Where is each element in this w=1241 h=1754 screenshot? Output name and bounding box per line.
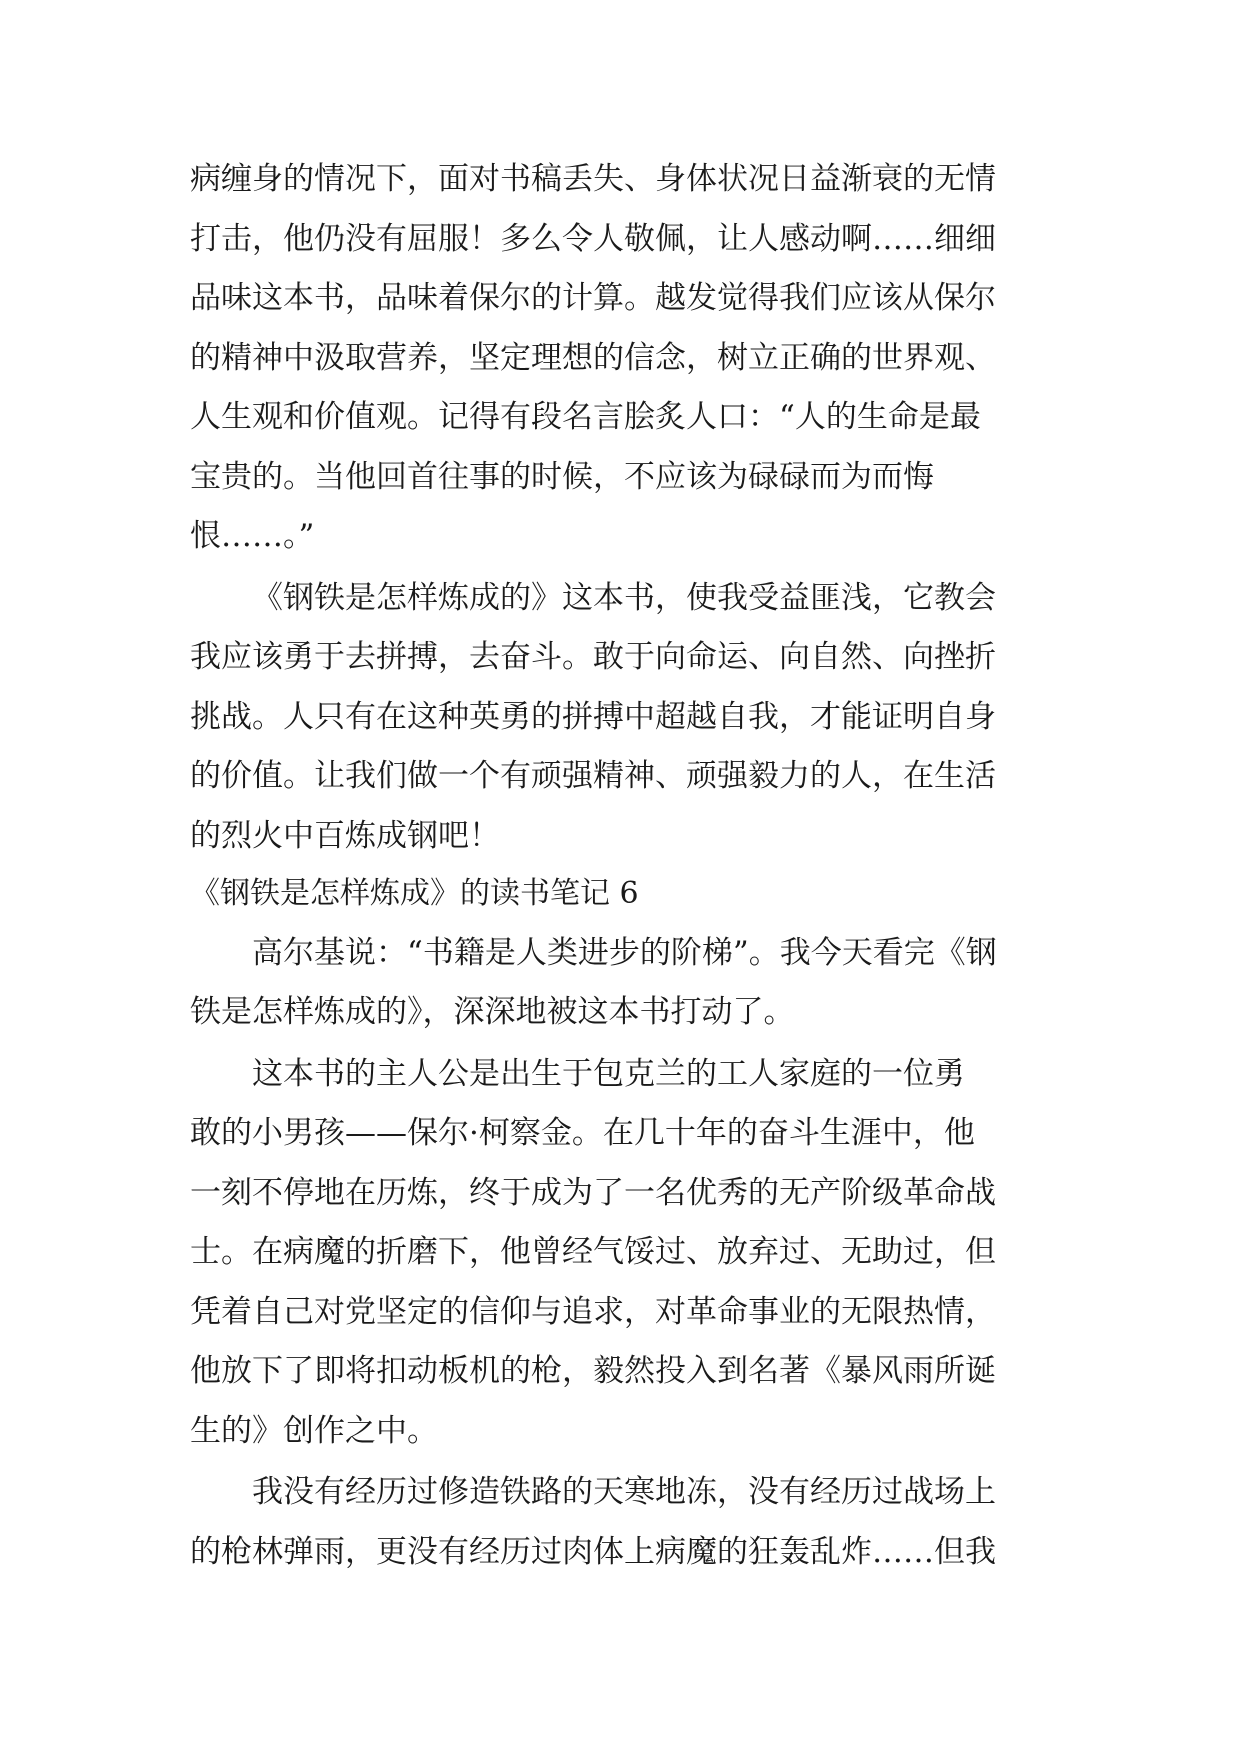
paragraph-line: 的精神中汲取营养，坚定理想的信念，树立正确的世界观、	[190, 340, 996, 376]
paragraph-line: 的价值。让我们做一个有顽强精神、顽强毅力的人，在生活	[190, 758, 996, 794]
paragraph-line: 病缠身的情况下，面对书稿丢失、身体状况日益渐衰的无情	[190, 161, 996, 197]
paragraph-first-line: 高尔基说：“书籍是人类进步的阶梯”。我今天看完《钢	[252, 935, 997, 971]
paragraph-line: 的烈火中百炼成钢吧！	[190, 818, 500, 854]
paragraph-line: 宝贵的。当他回首往事的时候，不应该为碌碌而为而悔	[190, 459, 934, 495]
paragraph-line: 生的》创作之中。	[190, 1413, 438, 1449]
paragraph-first-line: 《钢铁是怎样炼成的》这本书，使我受益匪浅，它教会	[252, 580, 996, 616]
paragraph-line: 凭着自己对党坚定的信仰与追求，对革命事业的无限热情，	[190, 1294, 996, 1330]
paragraph-line: 一刻不停地在历炼，终于成为了一名优秀的无产阶级革命战	[190, 1175, 996, 1211]
paragraph-first-line: 我没有经历过修造铁路的天寒地冻，没有经历过战场上	[252, 1474, 996, 1510]
paragraph-line: 的枪林弹雨，更没有经历过肉体上病魔的狂轰乱炸……但我	[190, 1534, 996, 1570]
paragraph-line: 敢的小男孩——保尔·柯察金。在几十年的奋斗生涯中，他	[190, 1115, 975, 1151]
paragraph-line: 他放下了即将扣动板机的枪，毅然投入到名著《暴风雨所诞	[190, 1353, 996, 1389]
section-heading: 《钢铁是怎样炼成》的读书笔记 6	[190, 876, 639, 911]
paragraph-line: 我应该勇于去拼搏，去奋斗。敢于向命运、向自然、向挫折	[190, 639, 996, 675]
paragraph-line: 品味这本书，品味着保尔的计算。越发觉得我们应该从保尔	[190, 280, 996, 316]
paragraph-first-line: 这本书的主人公是出生于包克兰的工人家庭的一位勇	[252, 1056, 965, 1092]
paragraph-line: 士。在病魔的折磨下，他曾经气馁过、放弃过、无助过，但	[190, 1234, 996, 1270]
paragraph-line: 打击，他仍没有屈服！多么令人敬佩，让人感动啊……细细	[190, 221, 996, 257]
paragraph-line: 恨……。”	[190, 518, 315, 554]
paragraph-line: 铁是怎样炼成的》，深深地被这本书打动了。	[190, 994, 795, 1030]
paragraph-line: 人生观和价值观。记得有段名言脍炙人口：“人的生命是最	[190, 399, 981, 435]
paragraph-line: 挑战。人只有在这种英勇的拼搏中超越自我，才能证明自身	[190, 699, 996, 735]
